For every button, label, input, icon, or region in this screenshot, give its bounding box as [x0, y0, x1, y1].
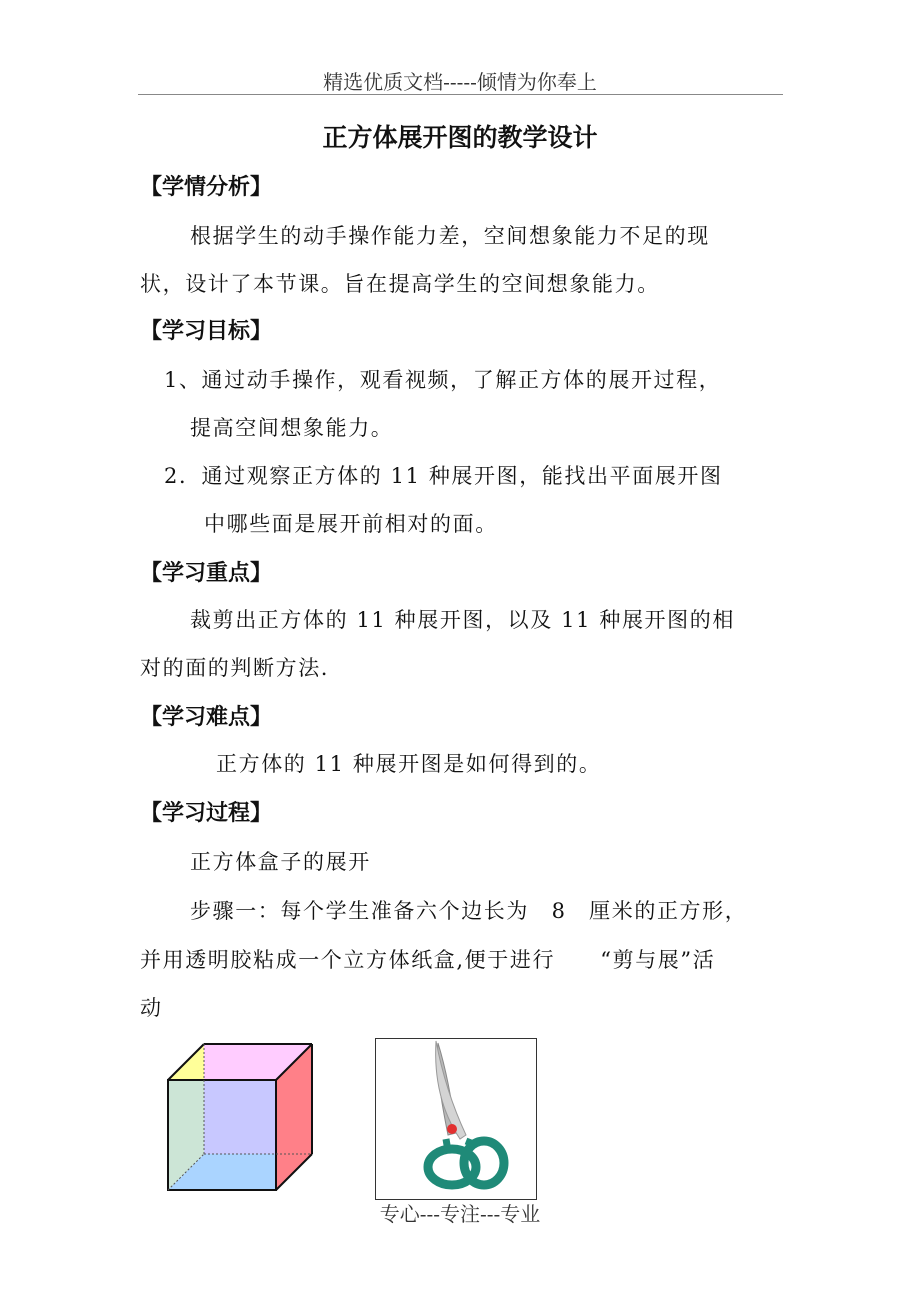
section-heading-focus: 【学习重点】 [140, 561, 273, 586]
section-heading-analysis: 【学情分析】 [140, 175, 273, 200]
step1-line-2: 并用透明胶粘成一个立方体纸盒,便于进行 “剪与展”活 [140, 948, 716, 972]
goal-1-line-2: 提高空间想象能力。 [190, 416, 394, 440]
section-heading-process: 【学习过程】 [140, 801, 273, 826]
header-divider [138, 94, 783, 95]
document-title: 正方体展开图的教学设计 [322, 123, 598, 152]
analysis-line-1: 根据学生的动手操作能力差，空间想象能力不足的现 [190, 224, 710, 248]
section-heading-difficulty: 【学习难点】 [140, 705, 273, 730]
goal-1-line-1: 1、通过动手操作，观看视频，了解正方体的展开过程， [164, 368, 722, 392]
page-header: 精选优质文档-----倾情为你奉上 [323, 70, 597, 94]
scissors-icon [376, 1039, 536, 1199]
difficulty-line-1: 正方体的 11 种展开图是如何得到的。 [216, 752, 602, 776]
step1-line-1: 步骤一：每个学生准备六个边长为 8 厘米的正方形， [190, 899, 748, 923]
scissors-illustration [375, 1038, 537, 1200]
goal-2-line-1: 2．通过观察正方体的 11 种展开图，能找出平面展开图 [164, 464, 723, 488]
section-heading-goals: 【学习目标】 [140, 319, 273, 344]
page-footer: 专心---专注---专业 [379, 1202, 541, 1226]
goal-2-line-2: 中哪些面是展开前相对的面。 [204, 512, 498, 536]
cube-illustration [160, 1036, 320, 1198]
focus-line-1: 裁剪出正方体的 11 种展开图，以及 11 种展开图的相 [190, 608, 735, 632]
step1-line-3: 动 [140, 996, 163, 1020]
analysis-line-2: 状，设计了本节课。旨在提高学生的空间想象能力。 [140, 272, 660, 296]
process-subtitle: 正方体盒子的展开 [190, 850, 371, 874]
focus-line-2: 对的面的判断方法. [140, 656, 330, 680]
cube-front-face [204, 1080, 276, 1154]
